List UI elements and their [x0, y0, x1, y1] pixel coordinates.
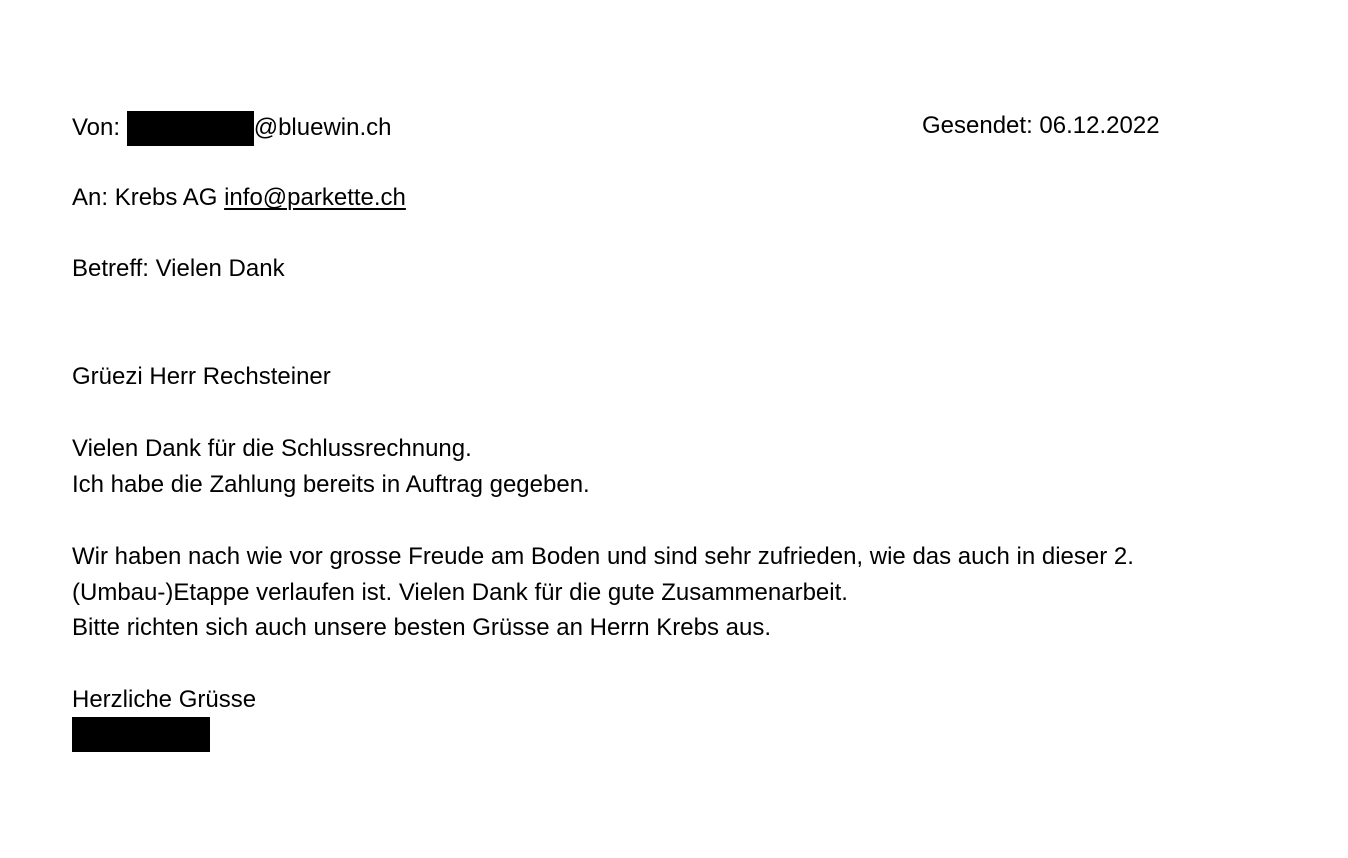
redacted-sender-name — [127, 111, 254, 146]
subject-label: Betreff: — [72, 255, 149, 282]
body-paragraph-2-line-1: Wir haben nach wie vor grosse Freude am Boden und sind sehr zufrieden, wie das auch in dieser 2. — [72, 543, 1134, 570]
from-domain: @bluewin.ch — [253, 113, 392, 141]
recipient-email-link[interactable]: info@parkette.ch — [224, 184, 406, 211]
subject-text: Vielen Dank — [155, 255, 285, 282]
from-line — [72, 111, 391, 146]
body-paragraph-2-line-2: (Umbau-)Etappe verlaufen ist. Vielen Dank für die gute Zusammenarbeit. — [72, 579, 848, 606]
body-paragraph-1-line-1: Vielen Dank für die Schlussrechnung. — [72, 435, 472, 462]
from-label: Von: — [72, 113, 121, 141]
redacted-signature — [72, 717, 210, 752]
greeting: Grüezi Herr Rechsteiner — [72, 363, 331, 390]
to-line — [72, 183, 406, 213]
sent-line — [922, 111, 1160, 141]
subject-line — [72, 254, 285, 284]
sent-date: 06.12.2022 — [1039, 112, 1160, 139]
sent-label: Gesendet: — [922, 112, 1033, 139]
closing: Herzliche Grüsse — [72, 686, 257, 713]
body-paragraph-2-line-3: Bitte richten sich auch unsere besten Grüsse an Herrn Krebs aus. — [72, 614, 772, 641]
to-label: An: — [72, 184, 109, 211]
body-paragraph-1-line-2: Ich habe die Zahlung bereits in Auftrag gegeben. — [72, 471, 590, 498]
to-name: Krebs AG — [114, 184, 218, 211]
